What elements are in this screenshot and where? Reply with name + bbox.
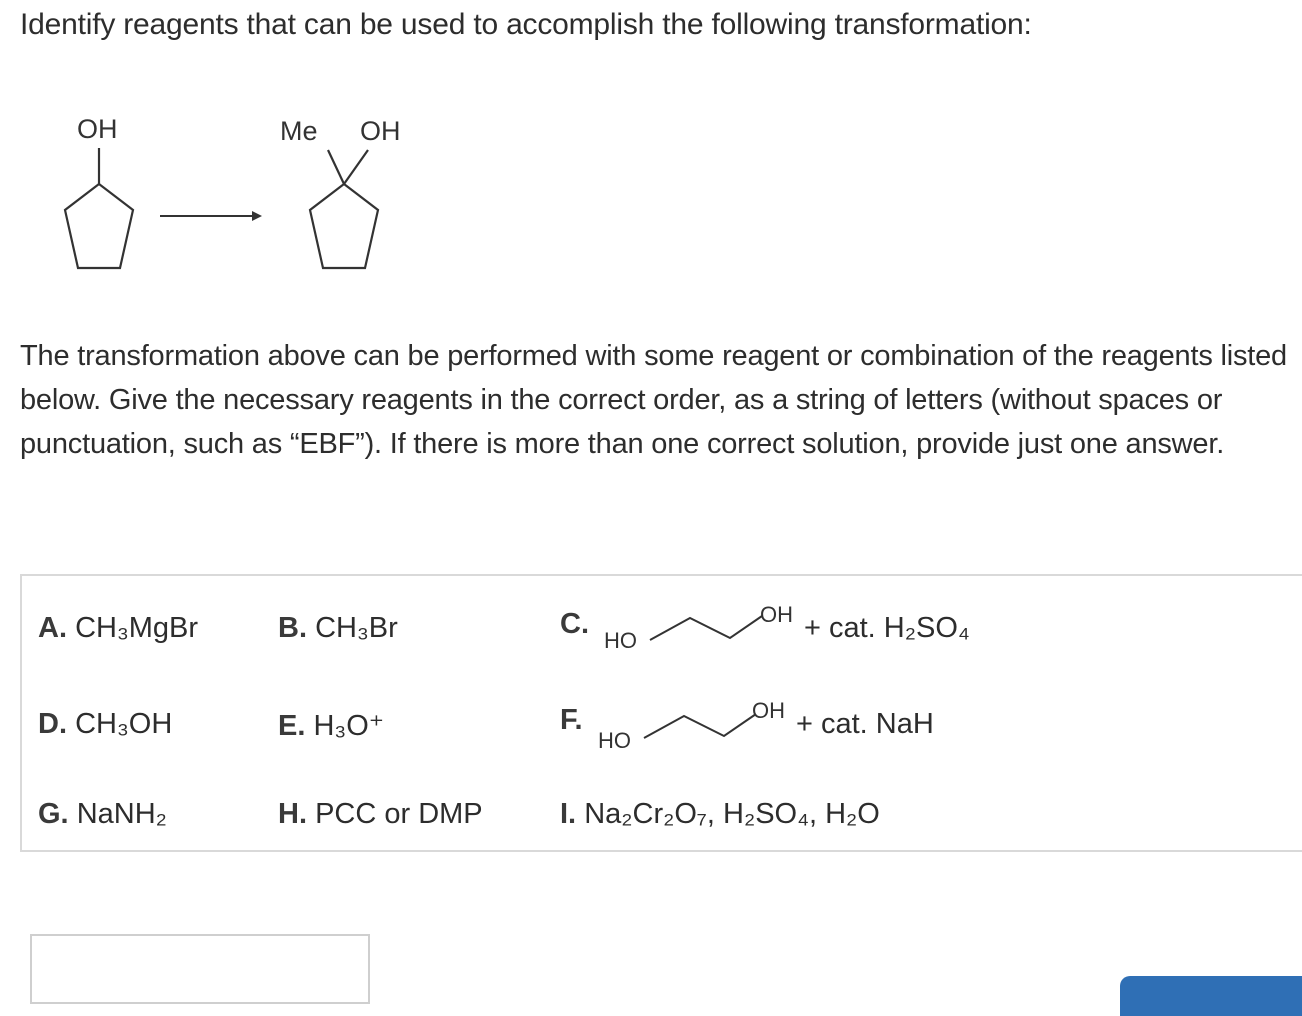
reagent-letter: G. xyxy=(38,798,69,830)
reactant-oh-label: OH xyxy=(77,114,118,144)
reagent-formula: NaNH₂ xyxy=(76,798,167,830)
question-title: Identify reagents that can be used to accomplish the following transformation: xyxy=(20,8,1032,41)
reagent-formula: H₃O⁺ xyxy=(313,710,385,742)
diol-ho-label: HO xyxy=(598,728,631,753)
reagent-letter: I. xyxy=(560,798,577,830)
reagent-a xyxy=(38,612,198,645)
reaction-arrow xyxy=(160,211,262,221)
diol-oh-label: OH xyxy=(760,602,793,627)
reagent-c xyxy=(560,608,589,641)
reagent-e xyxy=(278,708,384,743)
question-instructions: The transformation above can be performed with some reagent or combination of the reagents listed below. Give the necessary reagents in the correct order, as a string of letters (without spaces or punctuation, such as “EBF”). If there is more than one correct solution, provide just one answer. xyxy=(20,340,1287,460)
reagent-letter: F. xyxy=(560,704,583,736)
submit-button[interactable] xyxy=(1120,976,1302,1016)
reagent-g xyxy=(38,798,167,831)
reagent-letter: B. xyxy=(278,612,307,644)
product-oh-label: OH xyxy=(360,116,401,146)
diol-ho-label: HO xyxy=(604,628,637,653)
product-methylcyclopentanol xyxy=(310,150,378,268)
reagent-letter: D. xyxy=(38,708,67,740)
reagent-list xyxy=(20,574,1302,852)
reagent-formula: CH₃OH xyxy=(75,708,173,740)
product-me-label: Me xyxy=(280,116,318,146)
reagent-d xyxy=(38,708,172,741)
reagent-c-conditions xyxy=(804,612,970,645)
reagent-letter: E. xyxy=(278,710,306,742)
reagent-letter: A. xyxy=(38,612,67,644)
reagent-f xyxy=(560,704,583,737)
diol-oh-label: OH xyxy=(752,698,785,723)
ethylene-glycol-structure xyxy=(600,596,800,656)
reagent-i xyxy=(560,798,880,831)
reagent-formula: CH₃MgBr xyxy=(75,612,199,644)
reagent-letter: C. xyxy=(560,608,589,640)
answer-input[interactable] xyxy=(30,934,370,1004)
reagent-f-conditions xyxy=(796,708,934,741)
reagent-formula: + cat. NaH xyxy=(796,708,934,740)
reagent-formula: CH₃Br xyxy=(315,612,398,644)
reagent-h xyxy=(278,798,483,831)
reagent-b xyxy=(278,612,398,645)
reagent-formula: Na₂Cr₂O₇, H₂SO₄, H₂O xyxy=(584,798,880,830)
reaction-scheme xyxy=(30,100,430,280)
reagent-formula: PCC or DMP xyxy=(315,798,483,830)
reagent-letter: H. xyxy=(278,798,307,830)
ethylene-glycol-structure xyxy=(594,694,794,754)
reagent-formula: + cat. H₂SO₄ xyxy=(804,612,970,644)
reactant-cyclopentanol xyxy=(65,148,133,268)
